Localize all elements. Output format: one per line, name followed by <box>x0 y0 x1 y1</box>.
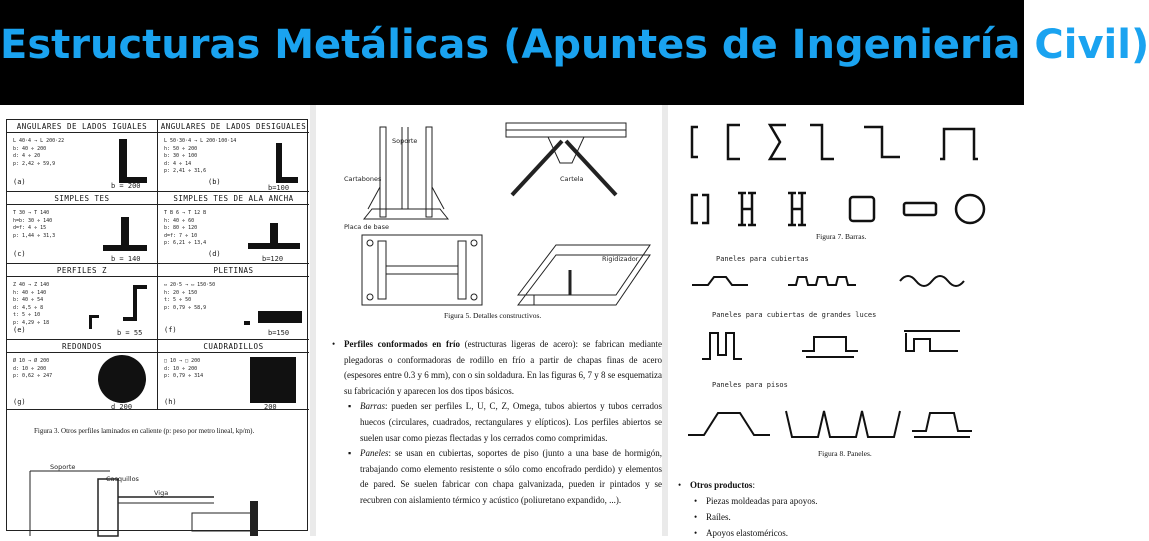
profile-cell-cuadradillos <box>158 340 309 410</box>
profile-title: SIMPLES TES DE ALA ANCHA <box>158 192 309 205</box>
profile-tag: (f) <box>164 326 177 334</box>
casquillos-label: Casquillos <box>106 475 139 483</box>
title-banner <box>0 0 1149 105</box>
profile-cell-pletinas <box>158 264 309 340</box>
profile-title: PERFILES Z <box>7 264 157 277</box>
tee-drawing <box>7 205 157 263</box>
profile-cell-simples-tes <box>7 192 158 264</box>
square-bar-drawing <box>158 353 308 409</box>
paneles-text: : se usan en cubiertas, soportes de piso (junto a una base de hormigón, trabajando como elemento resistente o sólo como encofrado perdido) y elementos de pared. Se suelen fabricar con chapa galvanizada, pueden ir pintados y se recubren con aislamiento térmico y acústico (poliuretano expandido, ...). <box>360 448 662 505</box>
otros-item <box>692 509 1016 525</box>
bullet-paneles <box>346 446 662 508</box>
dim-label: d 200 <box>111 403 133 411</box>
barras-label: Barras <box>360 401 386 412</box>
soporte-label: Soporte <box>50 463 76 471</box>
soporte-label: Soporte <box>392 137 418 145</box>
profile-spec: Z 40 → Z 140 h: 40 ÷ 140 b: 40 ÷ 54 d: 4,5 ÷ 8 t: 5 ÷ 10 p: 4,29 ÷ 18 <box>13 282 50 326</box>
profile-spec: □ 10 → □ 200 d: 10 ÷ 200 p: 0,79 ÷ 314 <box>164 358 204 379</box>
bullet-title: Perfiles conformados en frío <box>344 339 460 349</box>
bullet-dot: ▪ <box>348 401 352 412</box>
dim-label: b=150 <box>268 329 290 337</box>
profile-cell-angular-desiguales <box>158 120 309 192</box>
otros-item-text: Raíles. <box>706 512 731 522</box>
round-bar-drawing <box>7 353 157 409</box>
profile-title: SIMPLES TES <box>7 192 157 205</box>
profile-title: CUADRADILLOS <box>158 340 309 353</box>
bullet-intro: (estructuras ligeras de acero): se fabrican mediante plegadoras o conformadoras de rodillo en frío a partir de chapas finas de acero (espesores entre 0.3 y 6 mm), con o sin soldadura. En las figuras 6, 7 y 8 se esquematiza su fabricación y aparecen los dos tipos básicos. <box>344 339 663 396</box>
paneles-label: Paneles <box>360 448 389 459</box>
dim-label: b=100 <box>268 184 290 192</box>
angle-unequal-drawing <box>158 133 308 191</box>
figure-7-caption: Figura 7. Barras. <box>816 232 867 241</box>
otros-item-text: Apoyos elastoméricos. <box>706 528 788 538</box>
middle-page <box>316 105 668 536</box>
profile-spec: ▭ 20·5 → ▭ 150·50 h: 20 ÷ 150 t: 5 ÷ 50 p: 0,79 ÷ 58,9 <box>164 282 216 311</box>
barras-text: : pueden ser perfiles L, U, C, Z, Omega, tubos abiertos y tubos cerrados huecos (circulares, cuadrados, rectangulares y elípticos). Los perfiles abiertos se suelen usar como piezas flectadas y los cerrados como comprimidas. <box>360 401 662 443</box>
rigidizador-label: Rigidizador <box>602 255 639 263</box>
bullet-dot: ▪ <box>348 448 352 459</box>
profile-tag: (d) <box>208 250 221 258</box>
profile-title: PLETINAS <box>158 264 309 277</box>
profile-tag: (h) <box>164 398 177 406</box>
bullet-dot: • <box>332 339 336 349</box>
cartabones-label: Cartabones <box>344 175 382 183</box>
body-text <box>330 337 662 509</box>
bullet-barras <box>346 399 662 446</box>
otros-item <box>692 493 1016 509</box>
profile-cell-tes-ala-ancha <box>158 192 309 264</box>
figure-5-caption: Figura 5. Detalles constructivos. <box>444 311 542 320</box>
panel-title-cubiertas: Paneles para cubiertas <box>716 255 809 263</box>
profile-cell-perfiles-z <box>7 264 158 340</box>
connection-detail-figure <box>14 457 304 536</box>
bullet-dot: • <box>694 512 698 522</box>
placa-label: Placa de base <box>344 223 390 231</box>
profile-spec: Ø 10 → Ø 200 d: 10 ÷ 200 p: 0,62 ÷ 247 <box>13 358 53 379</box>
wide-tee-drawing <box>158 205 308 263</box>
profile-tag: (a) <box>13 178 26 186</box>
dim-label: b = 200 <box>111 182 141 190</box>
bullet-dot: • <box>678 480 682 490</box>
flat-bar-drawing <box>158 277 308 339</box>
banner-title: Estructuras Metálicas (Apuntes de Ingeniería Civil) <box>0 22 1149 68</box>
figure-3-caption: Figura 3. Otros perfiles laminados en caliente (p: peso por metro lineal, kp/m). <box>34 427 255 435</box>
left-page <box>0 105 316 536</box>
otros-title: Otros productos <box>690 480 753 490</box>
bullet-dot: • <box>694 528 698 538</box>
dim-label: b=120 <box>262 255 284 263</box>
profile-cell-redondos <box>7 340 158 410</box>
profile-tag: (e) <box>13 326 26 334</box>
panel-title-pisos: Paneles para pisos <box>712 381 788 389</box>
viga-label: Viga <box>154 489 169 497</box>
otros-item <box>692 525 1016 541</box>
bars-and-panels-figure <box>668 105 1024 465</box>
profile-cell-angular-iguales <box>7 120 158 192</box>
bullet-dot: • <box>694 496 698 506</box>
profile-tag: (g) <box>13 398 26 406</box>
dim-label: 200 <box>264 403 277 411</box>
profile-tag: (b) <box>208 178 221 186</box>
z-profile-drawing <box>7 277 157 339</box>
construction-details-figure <box>316 105 668 315</box>
profile-title: REDONDOS <box>7 340 157 353</box>
otros-heading: • Otros productos: <box>676 477 1016 493</box>
angle-equal-drawing <box>7 133 157 191</box>
panel-title-grandes-luces: Paneles para cubiertas de grandes luces <box>712 311 877 319</box>
profile-spec: T 30 → T 140 h=b: 30 ÷ 140 d=f: 4 ÷ 15 p: 1,44 ÷ 31,3 <box>13 210 56 239</box>
right-page <box>668 105 1024 536</box>
profile-spec: T B 6 → T 12 B h: 40 ÷ 60 b: 80 ÷ 120 d=f: 7 ÷ 10 p: 6,21 ÷ 13,4 <box>164 210 207 246</box>
profile-title: ANGULARES DE LADOS DESIGUALES <box>158 120 309 133</box>
cartela-label: Cartela <box>560 175 584 183</box>
otros-productos <box>676 477 1016 541</box>
dim-label: b = 140 <box>111 255 141 263</box>
bullet-perfiles <box>330 337 662 399</box>
profile-title: ANGULARES DE LADOS IGUALES <box>7 120 157 133</box>
dim-label: b = 55 <box>117 329 143 337</box>
figure-8-caption: Figura 8. Paneles. <box>818 449 872 458</box>
profile-spec: L 50·30·4 → L 200·100·14 h: 50 ÷ 200 b: 30 ÷ 100 d: 4 ÷ 14 p: 2,41 ÷ 31,6 <box>164 138 237 174</box>
profile-tag: (c) <box>13 250 26 258</box>
profile-spec: L 40·4 → L 200·22 b: 40 ÷ 200 d: 4 ÷ 20 p: 2,42 ÷ 59,9 <box>13 138 65 167</box>
otros-item-text: Piezas moldeadas para apoyos. <box>706 496 818 506</box>
